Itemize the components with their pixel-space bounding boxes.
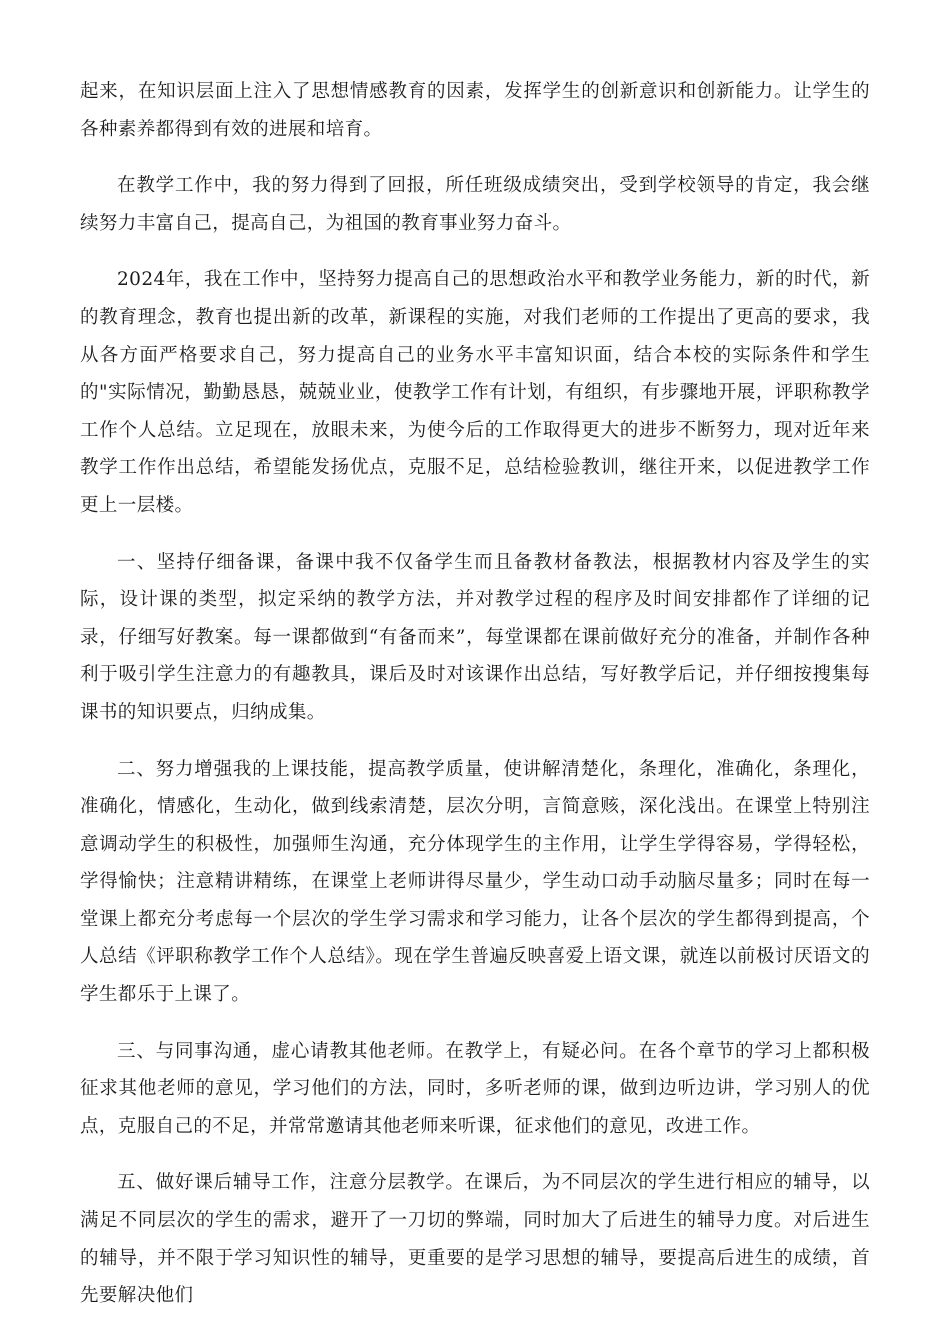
paragraph-colleague-communication: 三、与同事沟通，虚心请教其他老师。在教学上，有疑必问。在各个章节的学习上都积极征求其他老师的意见，学习他们的方法，同时，多听老师的课，做到边听边讲，学习别人的优点，克服自己的不足，并常常邀请其他老师来听课，征求他们的意见，改进工作。 bbox=[80, 1040, 870, 1137]
paragraph-teaching-reward: 在教学工作中，我的努力得到了回报，所任班级成绩突出，受到学校领导的肯定，我会继续努力丰富自己，提高自己，为祖国的教育事业努力奋斗。 bbox=[80, 175, 870, 234]
paragraph-teaching-skills: 二、努力增强我的上课技能，提高教学质量，使讲解清楚化，条理化，准确化，条理化，准确化，情感化，生动化，做到线索清楚，层次分明，言简意赅，深化浅出。在课堂上特别注意调动学生的积极性，加强师生沟通，充分体现学生的主作用，让学生学得容易，学得轻松，学得愉快；注意精讲精练，在课堂上老师讲得尽量少，学生动口动手动脑尽量多；同时在每一堂课上都充分考虑每一个层次的学生学习需求和学习能力，让各个层次的学生都得到提高，个人总结《评职称教学工作个人总结》。现在学生普遍反映喜爱上语文课，就连以前极讨厌语文的学生都乐于上课了。 bbox=[80, 758, 870, 1006]
document-body bbox=[80, 73, 870, 1334]
paragraph-after-class-tutoring: 五、做好课后辅导工作，注意分层教学。在课后，为不同层次的学生进行相应的辅导，以满足不同层次的学生的需求，避开了一刀切的弊端，同时加大了后进生的辅导力度。对后进生的辅导，并不限于学习知识性的辅导，更重要的是学习思想的辅导，要提高后进生的成绩，首先要解决他们 bbox=[80, 1172, 870, 1307]
paragraph-lesson-preparation: 一、坚持仔细备课，备课中我不仅备学生而且备教材备教法，根据教材内容及学生的实际，设计课的类型，拟定采纳的教学方法，并对教学过程的程序及时间安排都作了详细的记录，仔细写好教案。每一课都做到“有备而来”，每堂课都在课前做好充分的准备，并制作各种利于吸引学生注意力的有趣教具，课后及时对该课作出总结，写好教学后记，并仔细按搜集每课书的知识要点，归纳成集。 bbox=[80, 551, 870, 723]
paragraph-continuation: 起来，在知识层面上注入了思想情感教育的因素，发挥学生的创新意识和创新能力。让学生的各种素养都得到有效的进展和培育。 bbox=[80, 81, 870, 140]
paragraph-year-summary: 2024年，我在工作中，坚持努力提高自己的思想政治水平和教学业务能力，新的时代，新的教育理念，教育也提出新的改革，新课程的实施，对我们老师的工作提出了更高的要求，我从各方面严格要求自己，努力提高自己的业务水平丰富知识面，结合本校的实际条件和学生的"实际情况，勤勤恳恳，兢兢业业，使教学工作有计划，有组织，有步骤地开展，评职称教学工作个人总结。立足现在，放眼未来，为使今后的工作取得更大的进步不断努力，现对近年来教学工作作出总结，希望能发扬优点，克服不足，总结检验教训，继往开来，以促进教学工作更上一层楼。 bbox=[80, 269, 870, 516]
